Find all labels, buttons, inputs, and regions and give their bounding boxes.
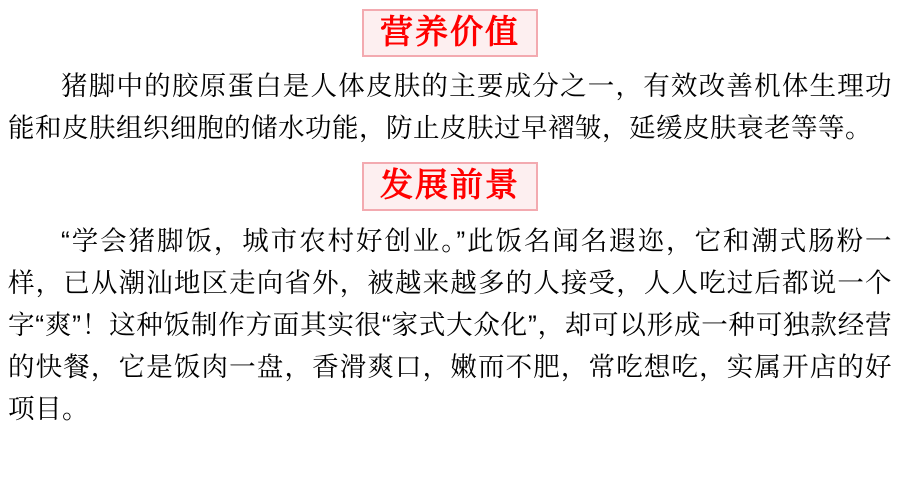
section-body-prospects: “学会猪脚饭，城市农村好创业。”此饭名闻名遐迩，它和潮式肠粉一样，已从潮汕地区走向省外，被越来越多的人接受，人人吃过后都说一个字“爽”！这种饭制作方面其实很“家式大众化”，却可以形成一种可独款经营的快餐，它是饭肉一盘，香滑爽口，嫩而不肥，常吃想吃，实属开店的好项目。 (8, 225, 892, 424)
document-page (0, 9, 900, 490)
section-heading-nutrition: 营养价值 (362, 9, 538, 57)
section-body-nutrition: 猪脚中的胶原蛋白是人体皮肤的主要成分之一，有效改善机体生理功能和皮肤组织细胞的储水功能，防止皮肤过早褶皱，延缓皮肤衰老等等。 (8, 71, 892, 144)
section-1-heading-row (0, 9, 900, 57)
section-heading-prospects: 发展前景 (362, 162, 538, 210)
section-2-heading-row (0, 162, 900, 210)
